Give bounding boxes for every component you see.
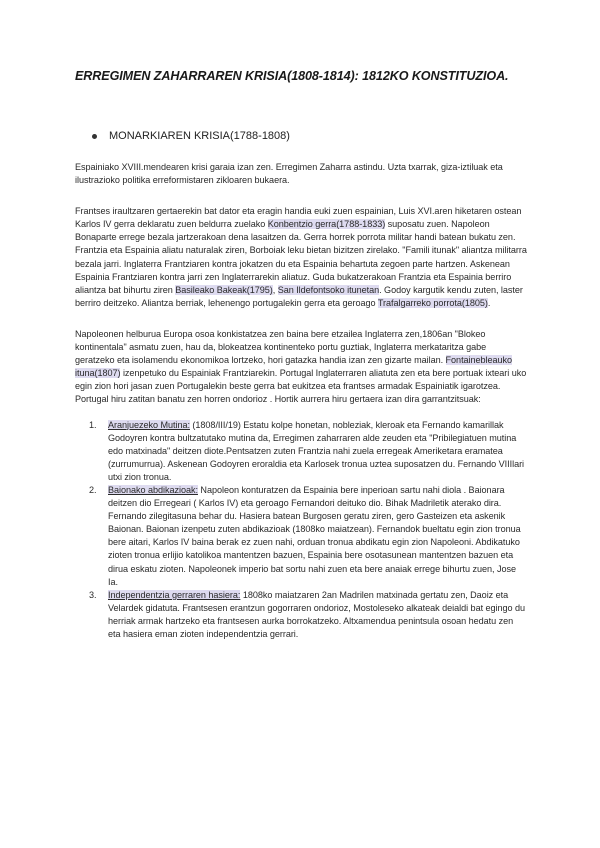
section-heading (92, 129, 528, 143)
paragraph-convention-war (75, 205, 528, 310)
list-term: Aranjuezeko Mutina: (108, 419, 190, 430)
list-text: Napoleon konturatzen da Espainia bere inperioan sartu nahi diola . Baionara deitzen dio Erregeari ( Karlos IV) eta geroago Fernandori deituko dio. Bihak Madriletik aterako dira. Fernando zilegitasuna behar du. Hasiera batean Burgosen geratu ziren, gero Gasteizen eta askenik Baionan. Baionan izenpetu zuten abdikazioak (1808ko maiatzean). Fernandok bueltatu egin zion tronua bere aitari, Karlos IV baina berak ez zuen nahi, orduan tronua abdikatu egin zion Napoleoni. Abdikatuko zioten tronua erlijio katolikoa mantentzen bazuen, Espainia bere osotasunean mantentzen bazuen eta dirua eskatu zioten. Napoleonek imperio bat sortu nahi zuen eta bere anaiak errege bihurtu zuen, Jose Ia. (108, 484, 521, 587)
text-run: , (272, 284, 278, 295)
text-run: Napoleonen helburua Europa osoa konkistatzea zen baina bere etzailea Inglaterra zen,1806an "Blokeo kontinentala" asmatu zuen, hau da, blokeatzea kontinenteko portu guztiak, Inglaterra merkataritza gabe geratzeko eta isolamendu ekonomikoa lortzeko, hori gatazka handia izan zen gizarte mailan. (75, 328, 487, 366)
highlight-konbentzio: Konbentzio gerra(1788-1833) (267, 219, 386, 230)
list-number: 1. (89, 419, 97, 430)
highlight-trafalgar: Trafalgarreko porrota(1805) (377, 297, 488, 308)
list-number: 3. (89, 589, 97, 600)
text-run: suposatu zuen. Napoleon Bonaparte errege bezala jartzerakoan dena lasaitzen da. Gerra horrek porrota militar handi batean bukatu zen. (75, 219, 516, 243)
list-term: Independentzia gerraren hasiera: (108, 589, 241, 600)
highlight-fontainebleau: Fontainebleauko ituna(1807) (75, 355, 513, 379)
list-text: 1808ko maiatzaren 2an Madrilen matxinada gertatu zen, Daoiz eta Velardek gidatuta. Frantsesen erantzun gogorraren ondorioz, Mostoleseko alkateak deialdi bat egingo du herriak armak hartzeko eta frantsesen aurka borrokatzeko. Altxamendua penintsula osoan hedatu zen eta hasiera eman zioten independentzia gerrari. (108, 589, 526, 639)
section-heading-text: MONARKIAREN KRISIA(1788-1808) (109, 130, 290, 142)
list-item (75, 419, 528, 484)
events-list (75, 419, 528, 642)
list-term: Baionako abdikazioak: (108, 484, 198, 495)
bullet-icon (92, 134, 97, 139)
text-run: Frantses iraultzaren gertaerekin bat dator eta eragin handia euki zuen espainian, Luis XVI.aren hiketaren ostean Karlos IV gerra deklaratu zuen beldurra zuelako (75, 206, 522, 230)
text-run: Frantzia eta Espainia aliatu naturalak ziren, Borboiak leku bietan bizitzen zirelako. "Famili itunak" aliantza militarra bezala jarri. Inglaterra Frantziaren kontra jokatzen du eta Espainia behartuta zegoen parte hartzen. Askenean Espainia Frantziaren kontra jarri zen Inglaterrarekin aliatuz. Guda bukatzerakoan Frantzia eta Espainia berriro aliantza bat bihurtu ziren (75, 245, 527, 295)
list-text: (1808/III/19) Estatu kolpe honetan, nobleziak, kleroak eta Fernando kamarillak Godoyren kontra bultzatutako mutina da, Erregimen zaharraren alde zeuden eta "Pribilegiatuen mutina edo matxinada" deitzen diote.Pentsatzen zuten Frantzia nahi zuela erregeak Ameriketara eramatea (zurrumurrua). Askenean Godoyren eroraldia eta Karlosek tronua uztea suposatzen du. Fernando VIIIlari utxi zion tronua. (108, 419, 525, 482)
paragraph-napoleon (75, 328, 528, 407)
text-run: . Godoy kargutik kendu zuten, laster berriro deitzeko. Aliantza berriak, lehenengo portugalekin gerra eta geroago (75, 284, 523, 308)
document-title: ERREGIMEN ZAHARRAREN KRISIA(1808-1814): 1812KO KONSTITUZIOA. (75, 69, 509, 83)
highlight-basilea: Basileako Bakeak(1795) (175, 284, 273, 295)
text-run: . (487, 297, 491, 308)
highlight-san-ildefontso: San Ildefontsoko itunetan (277, 284, 380, 295)
paragraph-intro: Espainiako XVIII.mendearen krisi garaia izan zen. Erregimen Zaharra astindu. Uzta txarrak, giza-iztiluak eta ilustrazioko politika erreformistaren zikloaren bukaera. (75, 162, 503, 186)
list-item (75, 589, 528, 641)
list-number: 2. (89, 484, 97, 495)
list-item (75, 484, 528, 589)
text-run: izenpetuko du Espainiak Frantziarekin. Portugal Inglaterraren aliatuta zen eta bere portuak ixteari uko egin zion hori jasan zuen Portugalekin beste gerra bat eukitzea eta frantses armadak Espainiatik igarotzea. Portugal hiru zatitan banatu zen horren ondorioz . Hortik aurrera hiru gertaera izan dira garrantzitsuak: (75, 368, 527, 405)
